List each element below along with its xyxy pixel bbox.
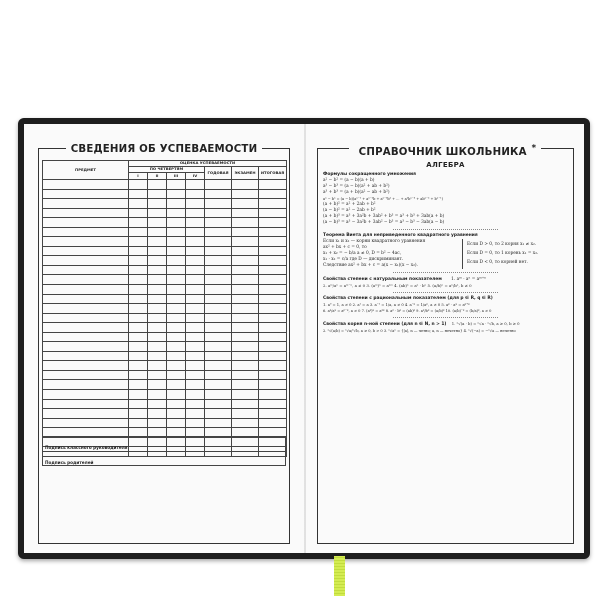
grade-cell[interactable] [205,351,232,361]
grade-cell[interactable] [129,208,148,218]
grade-cell[interactable] [259,390,287,400]
grade-cell[interactable] [232,313,259,323]
grade-cell[interactable] [259,199,287,209]
grade-cell[interactable] [167,418,186,428]
grade-row [43,342,287,352]
divider [393,272,498,273]
grade-cell[interactable] [148,304,167,314]
subject-cell[interactable] [43,399,129,409]
grade-cell[interactable] [148,275,167,285]
subject-cell[interactable] [43,208,129,218]
grade-cell[interactable] [259,304,287,314]
grade-cell[interactable] [129,189,148,199]
subject-cell[interactable] [43,361,129,371]
signature-label-teacher: Подпись классного руководителя [45,445,128,450]
grade-cell[interactable] [232,199,259,209]
grade-row [43,323,287,333]
grade-cell[interactable] [148,294,167,304]
grade-cell[interactable] [186,304,205,314]
grade-cell[interactable] [232,380,259,390]
grade-cell[interactable] [167,180,186,190]
grade-cell[interactable] [186,323,205,333]
grade-cell[interactable] [148,189,167,199]
grade-cell[interactable] [167,323,186,333]
grade-cell[interactable] [232,237,259,247]
grade-cell[interactable] [129,285,148,295]
grade-cell[interactable] [167,332,186,342]
grade-cell[interactable] [259,208,287,218]
left-page-title [24,144,304,155]
grade-cell[interactable] [205,361,232,371]
grade-cell[interactable] [232,323,259,333]
grade-cell[interactable] [232,227,259,237]
grade-cell[interactable] [129,256,148,266]
grade-cell[interactable] [167,399,186,409]
grade-cell[interactable] [129,399,148,409]
subject-cell[interactable] [43,275,129,285]
grade-cell[interactable] [167,294,186,304]
grade-cell[interactable] [232,208,259,218]
formula-line: 1. aᵐ · aⁿ = aᵐ⁺ⁿ [451,277,487,282]
grade-cell[interactable] [205,265,232,275]
right-page-title-mark: * [531,144,537,154]
grade-cell[interactable] [232,218,259,228]
grade-cell[interactable] [259,332,287,342]
grade-cell[interactable] [259,237,287,247]
grade-cell[interactable] [232,332,259,342]
root-properties-row [323,321,568,328]
grade-cell[interactable] [167,256,186,266]
grade-cell[interactable] [167,409,186,419]
grade-cell[interactable] [205,218,232,228]
quarter-1-header: I [129,173,148,180]
grade-cell[interactable] [129,361,148,371]
subject-cell[interactable] [43,199,129,209]
section-heading: Свойства степени с рациональным показателем (для p ∈ R, q ∈ R) [323,296,493,301]
grade-row [43,246,287,256]
grade-cell[interactable] [205,294,232,304]
subject-cell[interactable] [43,189,129,199]
grade-cell[interactable] [186,285,205,295]
grades-table-body [43,180,287,457]
grade-cell[interactable] [129,418,148,428]
grade-row [43,199,287,209]
grade-row [43,399,287,409]
grade-cell[interactable] [129,227,148,237]
grade-cell[interactable] [205,390,232,400]
signature-line-parents[interactable] [43,452,285,466]
grade-row [43,313,287,323]
grade-cell[interactable] [232,390,259,400]
formula-line: aⁿ − bⁿ = (a − b)(aⁿ⁻¹ + aⁿ⁻²b + aⁿ⁻³b² + ... + a²bⁿ⁻³ + abⁿ⁻² + bⁿ⁻¹) [323,197,443,201]
grade-cell[interactable] [167,313,186,323]
grade-cell[interactable] [186,399,205,409]
formula-line: x₁ + x₂ = − b/a a ≠ 0, D = b² − 4ac, [323,251,402,256]
grade-row [43,285,287,295]
algebra-reference [323,162,568,334]
grade-row [43,180,287,190]
subject-cell[interactable] [43,256,129,266]
grade-row [43,237,287,247]
grade-row [43,409,287,419]
grade-cell[interactable] [232,418,259,428]
algebra-heading: АЛГЕБРА [426,161,465,169]
grade-row [43,256,287,266]
grade-cell[interactable] [167,189,186,199]
grade-cell[interactable] [148,208,167,218]
grade-cell[interactable] [167,199,186,209]
grade-cell[interactable] [148,370,167,380]
grade-cell[interactable] [232,265,259,275]
vieta-left [323,239,456,269]
final-header: ИТОГОВАЯ [259,167,287,180]
grade-cell[interactable] [259,180,287,190]
subject-cell[interactable] [43,218,129,228]
grade-cell[interactable] [205,380,232,390]
grade-cell[interactable] [167,304,186,314]
grade-row [43,208,287,218]
grade-cell[interactable] [259,189,287,199]
grade-cell[interactable] [186,180,205,190]
grade-row [43,332,287,342]
grade-cell[interactable] [148,285,167,295]
formula-line: ax² + bx + c = 0, то [323,245,367,250]
grade-cell[interactable] [259,275,287,285]
formula-line: 2. aᵐ/aⁿ = aᵐ⁻ⁿ, a ≠ 0 3. (aᵐ)ⁿ = aᵐⁿ 4. (ab)ⁿ = aⁿ · bⁿ 5. (a/b)ⁿ = aⁿ/bⁿ, b ≠ 0 [323,283,472,288]
grade-cell[interactable] [129,218,148,228]
grade-cell[interactable] [186,208,205,218]
divider [393,229,498,230]
signature-line-teacher[interactable] [43,437,285,452]
grade-row [43,275,287,285]
grade-cell[interactable] [129,180,148,190]
formula-line: 6. aᵖ/aᵠ = aᵖ⁻ᵠ, a ≠ 0 7. (aᵖ)ᵠ = aᵖᵠ 8. aᵖ · bᵖ = (ab)ᵖ 9. aᵖ/bᵖ = (a/b)ᵖ 10. (a/b)⁻ᵖ = (b/a)ᵖ, a ≠ 0 [323,309,492,313]
grade-cell[interactable] [205,256,232,266]
grade-cell[interactable] [148,361,167,371]
grade-cell[interactable] [186,256,205,266]
subject-cell[interactable] [43,351,129,361]
divider [393,317,498,318]
subject-cell[interactable] [43,294,129,304]
grade-cell[interactable] [205,399,232,409]
grade-cell[interactable] [259,409,287,419]
grade-cell[interactable] [205,246,232,256]
grade-row [43,265,287,275]
grade-cell[interactable] [259,380,287,390]
formula-line: a² − b² = (a − b)(a + b) [323,178,375,183]
grade-cell[interactable] [129,265,148,275]
grade-cell[interactable] [205,304,232,314]
grade-cell[interactable] [167,361,186,371]
subject-cell[interactable] [43,390,129,400]
grade-cell[interactable] [186,237,205,247]
divider [393,292,498,293]
formula-line: 2. ⁿ√(a/b) = ⁿ√a/ⁿ√b, a ≥ 0, b > 0 3. ⁿ√aⁿ = {|a|, n — четно; a, n — нечетно} 4. ⁿ√(−a) = −ⁿ√a — нечетно [323,329,516,333]
vieta-block [323,239,568,269]
annual-header: ГОДОВАЯ [205,167,232,180]
grade-cell[interactable] [148,180,167,190]
grade-cell[interactable] [129,294,148,304]
grade-cell[interactable] [205,285,232,295]
formula-line: (a − b)³ = a³ − 3a²b + 3ab² − b³ = a³ − b³ − 3ab(a − b) [323,220,445,225]
grade-cell[interactable] [259,342,287,352]
grade-cell[interactable] [148,351,167,361]
subject-cell[interactable] [43,370,129,380]
grade-cell[interactable] [148,265,167,275]
grade-cell[interactable] [186,409,205,419]
grade-cell[interactable] [205,313,232,323]
grade-cell[interactable] [167,218,186,228]
grade-cell[interactable] [129,342,148,352]
section-heading: Теорема Виета для неприведенного квадратного уравнения [323,233,478,238]
grade-cell[interactable] [129,237,148,247]
grade-cell[interactable] [129,390,148,400]
formula-line: Если D = 0, то 1 корень x₁ = x₂. [467,251,539,256]
grade-cell[interactable] [259,246,287,256]
grade-cell[interactable] [259,361,287,371]
grade-cell[interactable] [148,237,167,247]
grade-cell[interactable] [167,380,186,390]
grade-cell[interactable] [148,380,167,390]
signature-label-parents: Подпись родителей [45,460,94,465]
subject-header: ПРЕДМЕТ [43,161,129,180]
grade-cell[interactable] [259,313,287,323]
grade-cell[interactable] [129,304,148,314]
grade-cell[interactable] [186,418,205,428]
quarter-4-header: IV [186,173,205,180]
subject-cell[interactable] [43,332,129,342]
grade-cell[interactable] [205,208,232,218]
grade-cell[interactable] [148,399,167,409]
formula-line: Если D < 0, то корней нет. [467,260,528,265]
formula-line: Следствие ax² + bx + c = a(x − x₁)(x − x₂). [323,263,418,268]
formula-line: 1. ⁿ√(a · b) = ⁿ√a · ⁿ√b, a ≥ 0, b ≥ 0 [451,321,520,326]
right-page [306,124,584,553]
left-page-title-text: СВЕДЕНИЯ ОБ УСПЕВАЕМОСТИ [66,144,263,155]
grade-cell[interactable] [148,390,167,400]
subject-cell[interactable] [43,409,129,419]
grade-cell[interactable] [129,199,148,209]
grade-cell[interactable] [232,256,259,266]
grade-cell[interactable] [186,275,205,285]
formula-line: 1. a⁰ = 1, a ≠ 0 2. a¹ = a 3. a⁻¹ = 1/a, a ≠ 0 4. a⁻ᵖ = 1/aᵖ, a ≠ 0 5. aᵖ · aᵠ = aᵖ⁺ᵠ [323,303,470,307]
grade-row [43,304,287,314]
grade-cell[interactable] [148,409,167,419]
formula-line: (a − b)² = a² − 2ab + b² [323,208,376,213]
grade-cell[interactable] [205,275,232,285]
subject-cell[interactable] [43,227,129,237]
grade-cell[interactable] [205,370,232,380]
grade-cell[interactable] [232,304,259,314]
subject-cell[interactable] [43,265,129,275]
vieta-right [462,239,538,269]
grade-cell[interactable] [129,313,148,323]
grade-cell[interactable] [186,218,205,228]
grade-cell[interactable] [232,246,259,256]
grade-row [43,380,287,390]
subject-cell[interactable] [43,237,129,247]
natural-powers-row [323,276,568,283]
grade-cell[interactable] [259,351,287,361]
formula-line: x₁ · x₂ = c/a где D — дискриминант. [323,257,404,262]
subject-cell[interactable] [43,304,129,314]
grade-row [43,189,287,199]
grade-cell[interactable] [167,208,186,218]
grade-cell[interactable] [167,342,186,352]
grade-cell[interactable] [205,237,232,247]
grade-cell[interactable] [167,227,186,237]
grade-cell[interactable] [186,351,205,361]
grade-cell[interactable] [167,265,186,275]
grade-cell[interactable] [167,370,186,380]
bookmark-ribbon [334,556,345,596]
grade-cell[interactable] [129,275,148,285]
grade-cell[interactable] [232,342,259,352]
left-page [24,124,304,553]
formula-line: (a + b)³ = a³ + 3a²b + 3ab² + b³ = a³ + b³ + 3ab(a + b) [323,214,445,219]
grade-cell[interactable] [148,332,167,342]
grade-cell[interactable] [167,351,186,361]
grade-row [43,390,287,400]
grade-cell[interactable] [232,399,259,409]
grade-cell[interactable] [186,189,205,199]
right-page-title-text: СПРАВОЧНИК ШКОЛЬНИКА [354,147,532,158]
grade-cell[interactable] [259,256,287,266]
grade-cell[interactable] [259,418,287,428]
grade-row [43,227,287,237]
grade-cell[interactable] [186,342,205,352]
grade-cell[interactable] [205,323,232,333]
grade-cell[interactable] [232,370,259,380]
grade-cell[interactable] [186,294,205,304]
grade-cell[interactable] [167,246,186,256]
grade-cell[interactable] [148,199,167,209]
right-page-title [306,144,584,158]
section-heading: Свойства корня n-ной степени (для n ∈ N, n > 1) [323,322,447,327]
subject-cell[interactable] [43,418,129,428]
section-heading: Свойства степени с натуральным показателем [323,277,442,282]
subject-cell[interactable] [43,285,129,295]
grade-row [43,218,287,228]
grade-row [43,370,287,380]
grade-cell[interactable] [186,370,205,380]
formula-line: Если x₁ и x₂ — корни квадратного уравнения [323,239,426,244]
grade-cell[interactable] [186,246,205,256]
grade-cell[interactable] [259,285,287,295]
subject-cell[interactable] [43,380,129,390]
subject-cell[interactable] [43,313,129,323]
assessment-header: ОЦЕНКА УСПЕВАЕМОСТИ [129,161,287,167]
grade-cell[interactable] [129,323,148,333]
grade-cell[interactable] [205,342,232,352]
grade-cell[interactable] [205,409,232,419]
grade-cell[interactable] [205,227,232,237]
grade-cell[interactable] [259,399,287,409]
grade-cell[interactable] [129,332,148,342]
grade-cell[interactable] [129,351,148,361]
section-heading: Формулы сокращенного умножения [323,172,416,177]
grade-cell[interactable] [232,361,259,371]
grade-cell[interactable] [205,199,232,209]
grade-cell[interactable] [148,218,167,228]
grade-cell[interactable] [205,332,232,342]
grade-cell[interactable] [232,294,259,304]
grade-cell[interactable] [259,323,287,333]
grade-cell[interactable] [232,409,259,419]
formula-line: a³ − b³ = (a − b)(a² + ab + b²) [323,184,390,189]
grade-cell[interactable] [186,332,205,342]
grade-cell[interactable] [186,199,205,209]
grade-cell[interactable] [186,361,205,371]
grade-cell[interactable] [205,418,232,428]
grade-row [43,351,287,361]
exam-header: ЭКЗАМЕН [232,167,259,180]
grade-cell[interactable] [167,390,186,400]
grade-row [43,418,287,428]
signatures-box [42,436,286,466]
subject-cell[interactable] [43,180,129,190]
grade-cell[interactable] [129,370,148,380]
grade-cell[interactable] [259,218,287,228]
grade-cell[interactable] [148,246,167,256]
grade-row [43,294,287,304]
grade-cell[interactable] [148,227,167,237]
subject-cell[interactable] [43,342,129,352]
grade-cell[interactable] [232,285,259,295]
grade-cell[interactable] [259,370,287,380]
formula-line: (a + b)² = a² + 2ab + b² [323,202,376,207]
grade-cell[interactable] [232,275,259,285]
grade-cell[interactable] [148,418,167,428]
grade-cell[interactable] [232,180,259,190]
by-quarters-header: ПО ЧЕТВЕРТЯМ [129,167,205,173]
grade-cell[interactable] [148,256,167,266]
grade-cell[interactable] [232,189,259,199]
grade-cell[interactable] [186,227,205,237]
quarter-3-header: III [167,173,186,180]
subject-cell[interactable] [43,323,129,333]
subject-cell[interactable] [43,246,129,256]
grade-cell[interactable] [259,265,287,275]
grade-cell[interactable] [186,380,205,390]
grades-table [42,160,287,457]
grade-cell[interactable] [186,390,205,400]
grade-cell[interactable] [186,313,205,323]
grade-cell[interactable] [129,380,148,390]
grade-cell[interactable] [129,246,148,256]
formula-line: a³ + b³ = (a + b)(a² − ab + b²) [323,190,390,195]
grade-cell[interactable] [167,285,186,295]
grade-cell[interactable] [232,351,259,361]
formula-line: Если D > 0, то 2 корня x₁ ≠ x₂. [467,242,537,247]
grade-cell[interactable] [205,189,232,199]
grade-cell[interactable] [148,313,167,323]
grade-cell[interactable] [148,342,167,352]
quarter-2-header: II [148,173,167,180]
grade-cell[interactable] [167,237,186,247]
grade-cell[interactable] [167,275,186,285]
grade-cell[interactable] [129,409,148,419]
grade-cell[interactable] [186,265,205,275]
grade-row [43,361,287,371]
grade-cell[interactable] [205,180,232,190]
grade-cell[interactable] [259,227,287,237]
grade-cell[interactable] [259,294,287,304]
grade-cell[interactable] [148,323,167,333]
